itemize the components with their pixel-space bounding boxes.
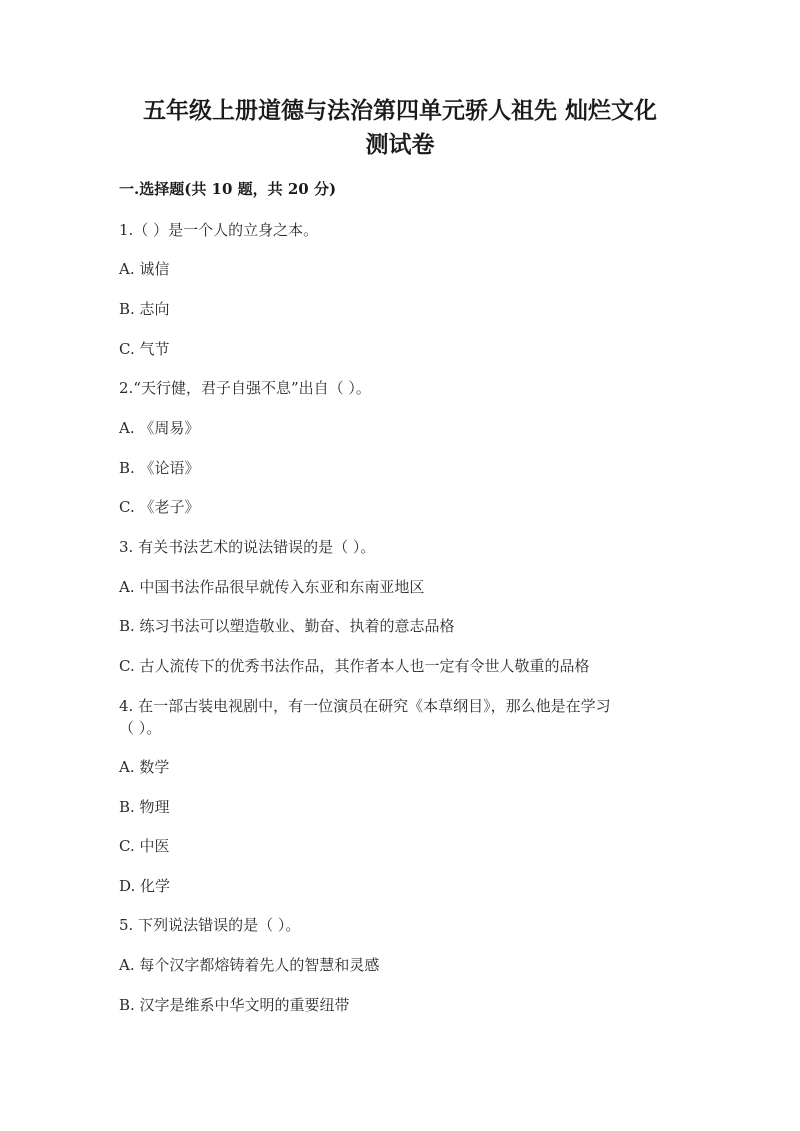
question-2-option-c: C. 《老子》 [119,498,200,516]
question-1-stem: 1.（ ）是一个人的立身之本。 [119,221,319,239]
question-4-option-b: B. 物理 [119,798,170,816]
exam-title: 五年级上册道德与法治第四单元骄人祖先 灿烂文化 [142,97,657,124]
section-heading: 一.选择题(共 10 题，共 20 分) [119,180,337,198]
question-2-option-b: B. 《论语》 [119,459,200,477]
question-3-stem: 3. 有关书法艺术的说法错误的是（ ）。 [119,538,376,556]
question-2-option-a: A. 《周易》 [119,419,200,437]
question-4-option-c: C. 中医 [119,837,170,855]
question-4-option-a: A. 数学 [119,758,170,776]
question-1-option-c: C. 气节 [119,340,170,358]
question-5-option-a: A. 每个汉字都熔铸着先人的智慧和灵感 [119,956,380,974]
question-1-option-a: A. 诚信 [119,260,170,278]
exam-title-continued: 测试卷 [365,131,435,158]
question-2-stem: 2.“天行健，君子自强不息”出自（ ）。 [119,379,371,397]
question-3-option-c: C. 古人流传下的优秀书法作品，其作者本人也一定有令世人敬重的品格 [119,657,590,675]
question-1-option-b: B. 志向 [119,300,170,318]
question-5-stem: 5. 下列说法错误的是（ ）。 [119,916,301,934]
question-3-option-b: B. 练习书法可以塑造敬业、勤奋、执着的意志品格 [119,617,455,635]
question-5-option-b: B. 汉字是维系中华文明的重要纽带 [119,996,350,1014]
question-4-option-d: D. 化学 [119,877,171,895]
question-4-stem-continued: （ ）。 [119,719,162,737]
question-3-option-a: A. 中国书法作品很早就传入东亚和东南亚地区 [119,578,425,596]
question-4-stem: 4. 在一部古装电视剧中，有一位演员在研究《本草纲目》，那么他是在学习 [119,697,611,715]
